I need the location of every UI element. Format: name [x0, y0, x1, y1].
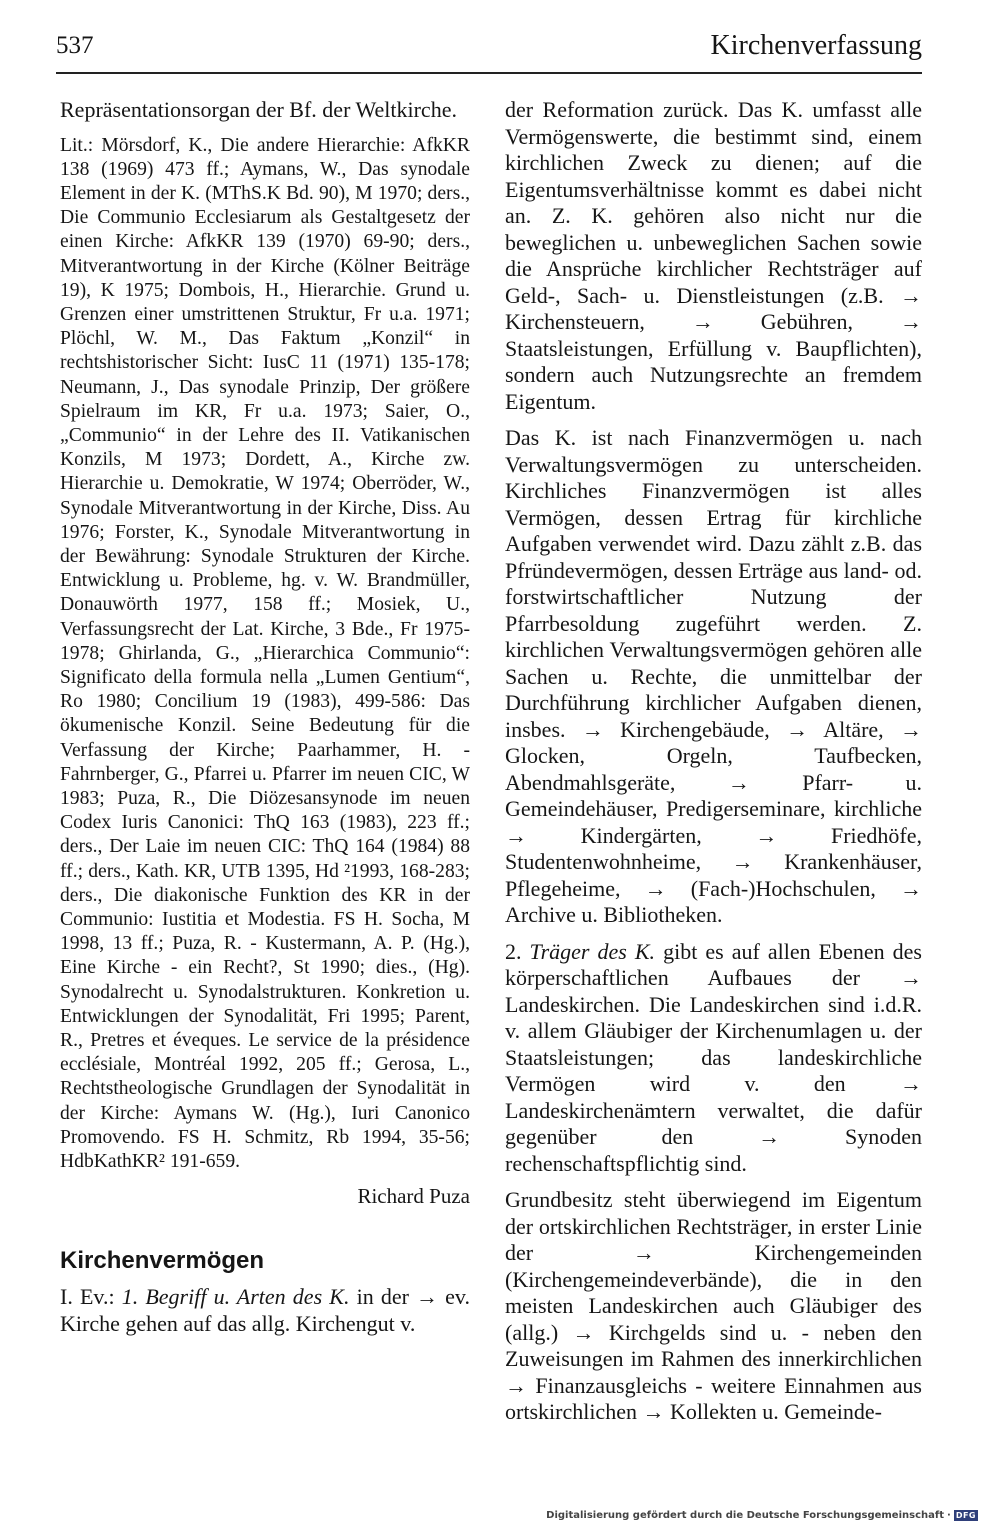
- para3-rest: gibt es auf allen Ebenen des körperschaftlichen Aufbaues der → Landeskirchen. Die Landeskirchen sind i.d.R. v. allem Gläubiger der Kirchenumlagen u. der Staatsleistungen; das landeskirchliche Vermögen wird v. den → Landeskirchenämtern verwaltet, die dafür gegenüber den → Synoden rechenschaftspflichtig sind.: [505, 938, 922, 1176]
- entry-intro-rest: in der → ev. Kirche gehen auf das allg. Kirchengut v.: [60, 1284, 471, 1336]
- entry-intro-prefix: I. Ev.:: [60, 1284, 122, 1310]
- header-rule: [56, 72, 922, 74]
- author-signature: Richard Puza: [357, 1184, 470, 1209]
- entry-heading: Kirchenvermögen: [60, 1247, 265, 1275]
- dfg-logo: DFG: [955, 1511, 976, 1520]
- entry-intro: [60, 1284, 470, 1337]
- paragraph-types: Das K. ist nach Finanzvermögen u. nach Verwaltungsvermögen zu unterscheiden. Kirchliches Finanzvermögen ist alles Vermögen, dessen Ertrag für kirchliche Aufgaben verwendet wird. Dazu zählt z.B. das Pfründevermögen, dessen Erträge aus land- od. forstwirtschaftlicher Nutzung der Pfarrbesoldung zugeführt werden. Z. kirchlichen Verwaltungsvermögen gehören alle Sachen u. Rechte, die unmittelbar der Durchführung kirchlicher Aufgaben dienen, insbes. → Kirchengebäude, → Altäre, → Glocken, Orgeln, Taufbecken, Abendmahlsgeräte, → Pfarr- u. Gemeindehäuser, Predigerseminare, kirchliche → Kindergärten, → Friedhöfe, Studentenwohnheime, → Krankenhäuser, Pflegeheime, → (Fach-)Hochschulen, → Archive u. Bibliotheken.: [505, 425, 922, 927]
- page-number: 537: [56, 32, 94, 59]
- paragraph-bearers: [505, 939, 922, 1178]
- digitization-credit: Digitalisierung gefördert durch die Deutsche Forschungsgemeinschaft · DFG: [546, 1510, 976, 1521]
- paragraph-landholding: Grundbesitz steht überwiegend im Eigentum der ortskirchlichen Rechtsträger, in erster Linie der → Kirchengemeinden (Kirchengemeindeverbände), die in den meisten Landeskirchen auch Gläubiger des (allg.) → Kirchgelds sind u. - neben den Zuweisungen im Rahmen des innerkirchlichen → Finanzausgleichs - weitere Einnahmen aus ortskirchlichen → Kollekten u. Gemeinde-: [505, 1187, 922, 1424]
- para3-italic: Träger des K.: [529, 938, 656, 964]
- running-head: Kirchenverfassung: [710, 30, 922, 61]
- right-column: [505, 97, 922, 1436]
- literature-list: Lit.: Mörsdorf, K., Die andere Hierarchie: AfkKR 138 (1969) 473 ff.; Aymans, W., Das synodale Element in der K. (MThS.K Bd. 90), M 1970; ders., Die Communio Ecclesiarum als Gestaltgesetz der einen Kirche: AfkKR 139 (1970) 69-90; ders., Mitverantwortung in der Kirche (Kölner Beiträge 19), K 1975; Dombois, H., Hierarchie. Grund u. Grenzen einer umstrittenen Struktur, Fr u.a. 1971; Plöchl, W. M., Das Faktum „Konzil“ in rechtshistorischer Sicht: IusC 11 (1971) 135-178; Neumann, J., Das synodale Prinzip, Der größere Spielraum im KR, Fr u.a. 1973; Saier, O., „Communio“ in der Lehre des II. Vatikanischen Konzils, M 1973; Dordett, A., Kirche zw. Hierarchie u. Demokratie, W 1974; Oberröder, W., Synodale Mitverantwortung in der Kirche, Diss. Au 1976; Forster, K., Synodale Mitverantwortung in der Bewährung: Synodale Strukturen der Kirche. Entwicklung u. Probleme, hg. v. W. Brandmüller, Donauwörth 1977, 158 ff.; Mosiek, U., Verfassungsrecht der Lat. Kirche, 3 Bde., Fr 1975-1978; Ghirlanda, G., „Hierarchica Communio“: Significato della formula nella „Lumen Gentium“, Ro 1980; Concilium 19 (1983), 499-586: Das ökumenische Konzil. Seine Bedeutung für die Verfassung der Kirche; Paarhammer, H. - Fahrnberger, G., Pfarrei u. Pfarrer im neuen CIC, W 1983; Puza, R., Die Diözesansynode im neuen Codex Iuris Canonici: ThQ 163 (1983), 223 ff.; ders., Der Laie im neuen CIC: ThQ 164 (1984) 88 ff.; ders., Kath. KR, UTB 1395, Hd ²1993, 168-283; ders., Die diakonische Funktion des KR in der Communio: Iustitia et Modestia. FS H. Socha, M 1998, 13 ff.; Puza, R. - Kustermann, A. P. (Hg.), Eine Kirche - ein Recht?, St 1990; dies., (Hg). Synodalrecht u. Synodalstrukturen. Konkretion u. Entwicklungen der Synodalität, Fri 1995; Parent, R., Pretres et éveques. Le service de la présidence ecclésiale, Montréal 1992, 205 ff.; Gerosa, L., Rechtstheologische Grundlagen der Synodalität in der Kirche: Aymans W. (Hg.), Iuri Canonico Promovendo. FS H. Schmitz, Rb 1994, 35-56; HdbKathKR² 191-659.: [60, 134, 470, 1173]
- continuation-text: Repräsentationsorgan der Bf. der Weltkirche.: [60, 97, 457, 122]
- para3-prefix: 2.: [505, 938, 530, 964]
- paragraph-definition: der Reformation zurück. Das K. umfasst alle Vermögenswerte, die bestimmt sind, einem kirchlichen Zweck zu dienen; auf die Eigentumsverhältnisse kommt es dabei nicht an. Z. K. gehören also nicht nur die beweglichen u. unbeweglichen Sachen sowie die Ansprüche kirchlicher Rechtsträger auf Geld-, Sach- u. Dienstleistungen (z.B. → Kirchensteuern, → Gebühren, → Staatsleistungen, Erfüllung v. Baupflichten), sondern auch Nutzungsrechte an fremdem Eigentum.: [505, 97, 922, 414]
- entry-intro-italic: 1. Begriff u. Arten des K.: [121, 1284, 350, 1310]
- left-column: [60, 97, 470, 1347]
- credit-text: Digitalisierung gefördert durch die Deutsche Forschungsgemeinschaft: [546, 1510, 945, 1521]
